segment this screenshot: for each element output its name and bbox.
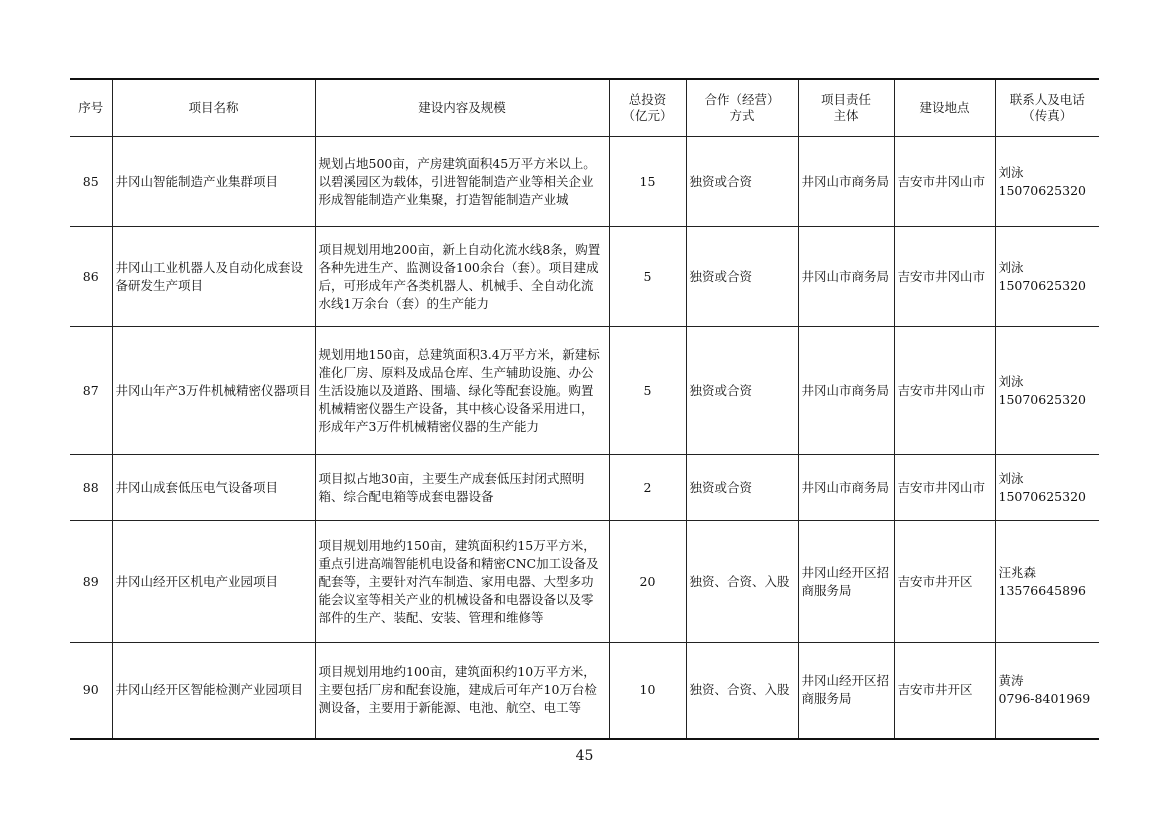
cell-no: 89 — [70, 521, 112, 643]
cell-content: 项目规划用地200亩，新上自动化流水线8条，购置各种先进生产、监测设备100余台（套）。项目建成后，可形成年产各类机器人、机械手、全自动化流水线1万余台（套）的生产能力 — [315, 227, 609, 327]
contact-phone: 15070625320 — [998, 277, 1086, 293]
header-mode: 合作（经营）方式 — [686, 79, 798, 137]
cell-mode: 独资或合资 — [686, 227, 798, 327]
header-name: 项目名称 — [112, 79, 315, 137]
cell-invest: 10 — [609, 643, 686, 739]
cell-name: 井冈山成套低压电气设备项目 — [112, 455, 315, 521]
cell-content: 规划占地500亩，产房建筑面积45万平方米以上。以碧溪园区为载体，引进智能制造产业等相关企业形成智能制造产业集聚，打造智能制造产业城 — [315, 137, 609, 227]
cell-owner: 井冈山经开区招商服务局 — [798, 521, 894, 643]
header-contact: 联系人及电话（传真） — [995, 79, 1099, 137]
cell-invest: 5 — [609, 227, 686, 327]
cell-contact — [995, 521, 1099, 643]
cell-no: 88 — [70, 455, 112, 521]
cell-content: 项目拟占地30亩，主要生产成套低压封闭式照明箱、综合配电箱等成套电器设备 — [315, 455, 609, 521]
cell-owner: 井冈山市商务局 — [798, 227, 894, 327]
cell-location: 吉安市井开区 — [894, 521, 995, 643]
cell-no: 86 — [70, 227, 112, 327]
header-no: 序号 — [70, 79, 112, 137]
cell-name: 井冈山经开区机电产业园项目 — [112, 521, 315, 643]
cell-no: 87 — [70, 327, 112, 455]
contact-phone: 15070625320 — [998, 488, 1086, 504]
cell-no: 90 — [70, 643, 112, 739]
cell-mode: 独资、合资、入股 — [686, 643, 798, 739]
contact-name: 汪兆森 — [998, 564, 1037, 580]
cell-no: 85 — [70, 137, 112, 227]
cell-contact — [995, 327, 1099, 455]
cell-name: 井冈山智能制造产业集群项目 — [112, 137, 315, 227]
cell-owner: 井冈山市商务局 — [798, 137, 894, 227]
cell-location: 吉安市井冈山市 — [894, 327, 995, 455]
contact-name: 刘泳 — [998, 373, 1024, 389]
table-row — [70, 521, 1099, 643]
header-row — [70, 79, 1099, 137]
cell-invest: 5 — [609, 327, 686, 455]
cell-mode: 独资或合资 — [686, 137, 798, 227]
cell-mode: 独资或合资 — [686, 327, 798, 455]
header-invest: 总投资（亿元） — [609, 79, 686, 137]
cell-name: 井冈山经开区智能检测产业园项目 — [112, 643, 315, 739]
cell-contact — [995, 137, 1099, 227]
cell-mode: 独资或合资 — [686, 455, 798, 521]
contact-name: 黄涛 — [998, 673, 1024, 689]
header-location: 建设地点 — [894, 79, 995, 137]
contact-phone: 13576645896 — [998, 582, 1086, 598]
cell-invest: 20 — [609, 521, 686, 643]
cell-owner: 井冈山经开区招商服务局 — [798, 643, 894, 739]
contact-phone: 0796-8401969 — [998, 691, 1091, 707]
table-row — [70, 455, 1099, 521]
cell-location: 吉安市井冈山市 — [894, 137, 995, 227]
cell-contact — [995, 227, 1099, 327]
cell-owner: 井冈山市商务局 — [798, 455, 894, 521]
cell-owner: 井冈山市商务局 — [798, 327, 894, 455]
cell-location: 吉安市井冈山市 — [894, 227, 995, 327]
cell-invest: 15 — [609, 137, 686, 227]
contact-name: 刘泳 — [998, 470, 1024, 486]
contact-phone: 15070625320 — [998, 391, 1086, 407]
cell-content: 项目规划用地约100亩，建筑面积约10万平方米，主要包括厂房和配套设施，建成后可年产10万台检测设备，主要用于新能源、电池、航空、电工等 — [315, 643, 609, 739]
contact-phone: 15070625320 — [998, 182, 1086, 198]
table-row — [70, 227, 1099, 327]
cell-mode: 独资、合资、入股 — [686, 521, 798, 643]
contact-name: 刘泳 — [998, 164, 1024, 180]
cell-contact — [995, 455, 1099, 521]
cell-contact — [995, 643, 1099, 739]
page-number: 45 — [575, 748, 594, 764]
cell-content: 项目规划用地约150亩，建筑面积约15万平方米，重点引进高端智能机电设备和精密CNC加工设备及配套等，主要针对汽车制造、家用电器、大型多功能会议室等相关产业的机械设备和电器设备以及零部件的生产、装配、安装、管理和维修等 — [315, 521, 609, 643]
cell-name: 井冈山工业机器人及自动化成套设备研发生产项目 — [112, 227, 315, 327]
project-table — [70, 78, 1099, 740]
header-content: 建设内容及规模 — [315, 79, 609, 137]
contact-name: 刘泳 — [998, 259, 1024, 275]
table-row — [70, 327, 1099, 455]
header-owner: 项目责任主体 — [798, 79, 894, 137]
cell-name: 井冈山年产3万件机械精密仪器项目 — [112, 327, 315, 455]
cell-content: 规划用地150亩，总建筑面积3.4万平方米，新建标准化厂房、原料及成品仓库、生产辅助设施、办公生活设施以及道路、围墙、绿化等配套设施。购置机械精密仪器生产设备，其中核心设备采用进口，形成年产3万件机械精密仪器的生产能力 — [315, 327, 609, 455]
cell-location: 吉安市井冈山市 — [894, 455, 995, 521]
cell-location: 吉安市井开区 — [894, 643, 995, 739]
table-row — [70, 137, 1099, 227]
cell-invest: 2 — [609, 455, 686, 521]
table-row — [70, 643, 1099, 739]
